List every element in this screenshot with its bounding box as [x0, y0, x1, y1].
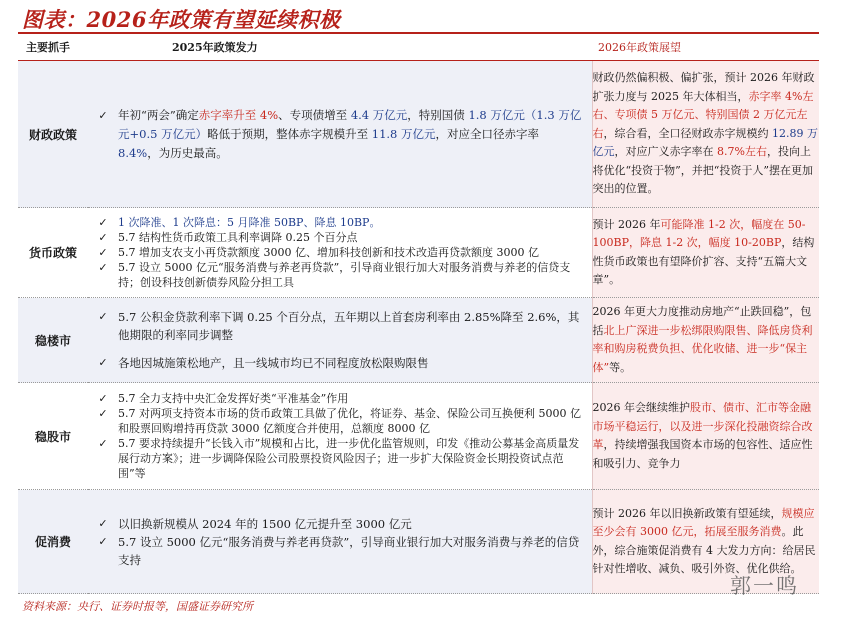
row-policy [88, 298, 592, 383]
text-segment: 各地因城施策松地产，且一线城市均已不同程度放松限购限售 [118, 356, 429, 370]
text-segment: ，投向上将优化“投资于物”，并把“投资于人”摆在更加突出的位置。 [592, 145, 813, 196]
text-segment: 预计 2026 年 [592, 217, 661, 231]
policy-list [88, 515, 592, 569]
row-outlook [592, 383, 819, 490]
source-note: 资料来源：央行、证券时报等，国盛证券研究所 [22, 600, 253, 613]
row-outlook [592, 208, 819, 298]
text-segment: 北上广深进一步松绑限购限售、降低房贷利率和购房税费负担、优化收储、进一步“保主体” [592, 323, 813, 374]
text-segment: 。此外，综合施策促消费有 4 大发力方向：给居民针对性增收、减负、吸引外资、优化供给。 [592, 525, 816, 575]
text-segment: 4.4 万亿元 [350, 107, 408, 122]
check-icon: ✓ [98, 392, 108, 405]
list-item [88, 533, 592, 569]
check-icon: ✓ [98, 437, 108, 450]
text-segment: ，对应全口径赤字率 [435, 126, 540, 141]
list-item [88, 406, 592, 436]
item-text [118, 308, 592, 344]
item-text [118, 436, 592, 481]
text-segment: 5.7 公积金贷款利率下调 0.25 个百分点，五年期以上首套房利率由 2.85%降至 2.6%，其他期限的利率同步调整 [118, 310, 580, 342]
policy-list [88, 308, 592, 372]
list-item [88, 354, 592, 372]
table-row [18, 208, 819, 298]
row-policy [88, 490, 592, 594]
list-item [88, 308, 592, 344]
text-segment: ，特别国债 [407, 107, 469, 122]
row-category: 稳楼市 [18, 298, 88, 383]
text-segment: 2026 年会继续维护 [592, 401, 690, 414]
text-segment: 以旧换新规模从 2024 年的 1500 亿元提升至 3000 亿元 [118, 516, 412, 531]
check-icon: ✓ [98, 261, 108, 274]
text-segment: 2026 年更大力度推动房地产“止跌回稳”，包括 [592, 305, 812, 337]
row-outlook [592, 61, 819, 208]
text-segment: 8.7%左右 [717, 145, 767, 159]
check-icon: ✓ [98, 534, 108, 548]
text-segment: 年初“两会”确定 [118, 107, 199, 122]
text-segment: 股市、债市、汇市等金融市场平稳运行，以及进一步深化投融资综合改革 [592, 401, 813, 451]
text-segment: 5.7 要求持续提升“长钱入市”规模和占比，进一步优化监管规则，印发《推动公募基金高质量发展行动方案》；进一步调降保险公司股票投资风险因子；进一步扩大保险资金长期投资试点范围”等 [118, 437, 580, 480]
policy-list [88, 106, 592, 163]
row-category: 货币政策 [18, 208, 88, 298]
text-segment: 5.7 设立 5000 亿元“服务消费与养老再贷款”，引导商业银行加大对服务消费与养老的信贷支持；创设科技创新债券风险分担工具 [118, 261, 571, 289]
watermark: 郭一鸣 [730, 574, 799, 598]
text-segment: 赤字率升至 4% [198, 107, 279, 122]
list-item [88, 106, 592, 163]
policy-table [18, 34, 819, 594]
text-segment: 1.8 万亿元（1.3 万亿元+0.5 万亿元） [118, 107, 582, 141]
list-item [88, 215, 592, 230]
item-text [118, 106, 592, 163]
check-icon: ✓ [98, 246, 108, 259]
item-text [118, 515, 592, 533]
text-segment: 11.8 万亿元 [371, 126, 436, 141]
check-icon: ✓ [98, 216, 108, 229]
text-segment: 5.7 增加支农支小再贷款额度 3000 亿、增加科技创新和技术改造再贷款额度 3000 亿 [118, 246, 539, 259]
text-segment: 5.7 结构性货币政策工具利率调降 0.25 个百分点 [118, 231, 358, 244]
text-segment: 财政仍然偏积极、偏扩张，预计 2026 年财政扩张力度与 2025 年大体相当， [592, 71, 815, 103]
table-header-row [18, 34, 819, 61]
text-segment: 、专项债增至 [278, 107, 351, 122]
text-segment: 略低于预期，整体赤字规模升至 [207, 126, 372, 141]
table-row [18, 490, 819, 594]
text-segment: ，持续增强我国资本市场的包容性、适应性和吸引力、竞争力 [592, 438, 813, 470]
text-segment: ，为历史最高。 [147, 145, 228, 160]
text-segment: 8.4% [118, 145, 148, 160]
check-icon: ✓ [98, 516, 108, 530]
policy-list [88, 391, 592, 481]
text-segment: 规模应至少会有 3000 亿元，拓展至服务消费 [592, 506, 815, 538]
row-policy [88, 383, 592, 490]
check-icon: ✓ [98, 231, 108, 244]
text-segment: 5.7 全力支持中央汇金发挥好类“平准基金”作用 [118, 392, 349, 405]
item-text [118, 260, 592, 290]
text-segment: 5.7 对两项支持资本市场的货币政策工具做了优化，将证券、基金、保险公司互换便利 5000 亿和股票回购增持再贷款 3000 亿额度合并使用，总额度 8000 亿 [118, 407, 581, 435]
check-icon: ✓ [98, 310, 108, 323]
item-text [118, 245, 592, 260]
item-text [118, 354, 592, 372]
text-segment: 12.89 万亿元 [592, 126, 818, 159]
check-icon: ✓ [98, 407, 108, 420]
row-category: 稳股市 [18, 383, 88, 490]
check-icon: ✓ [98, 356, 108, 369]
text-segment: 5.7 设立 5000 亿元“服务消费与养老再贷款”，引导商业银行加大对服务消费与养老的信贷支持 [118, 534, 580, 567]
table-row [18, 383, 819, 490]
policy-list [88, 215, 592, 290]
row-category: 促消费 [18, 490, 88, 594]
table-row [18, 298, 819, 383]
header-outlook: 2026年政策展望 [592, 34, 819, 61]
row-policy [88, 61, 592, 208]
item-text [118, 391, 592, 406]
row-category: 财政政策 [18, 61, 88, 208]
check-icon: ✓ [98, 108, 108, 122]
text-segment: 1 次降准、1 次降息：5 月降准 50BP、降息 10BP。 [118, 216, 381, 229]
list-item [88, 391, 592, 406]
item-text [118, 230, 592, 245]
row-policy [88, 208, 592, 298]
row-outlook [592, 298, 819, 383]
text-segment: 可能降准 1-2 次，幅度在 50-100BP，降息 1-2 次，幅度 10-20BP [592, 217, 806, 249]
item-text [118, 406, 592, 436]
list-item [88, 260, 592, 290]
table-row [18, 61, 819, 208]
text-segment: ，对应广义赤字率在 [614, 145, 717, 159]
header-category: 主要抓手 [18, 34, 88, 61]
item-text [118, 533, 592, 569]
page-title: 图表：2026年政策有望延续积极 [22, 7, 341, 32]
text-segment: 赤字率 4%左右、专项债 5 万亿元、特别国债 2 万亿元左右 [592, 89, 814, 140]
text-segment: 预计 2026 年以旧换新政策有望延续， [592, 506, 782, 520]
text-segment: 等。 [609, 360, 632, 374]
text-segment: ，综合看，全口径财政赤字规模约 [603, 126, 772, 140]
list-item [88, 436, 592, 481]
header-policy: 2025年政策发力 [88, 34, 592, 61]
text-segment: ，结构性货币政策也有望降价扩容、支持“五篇大文章”。 [592, 236, 815, 286]
list-item [88, 515, 592, 533]
list-item [88, 245, 592, 260]
item-text [118, 215, 592, 230]
list-item [88, 230, 592, 245]
